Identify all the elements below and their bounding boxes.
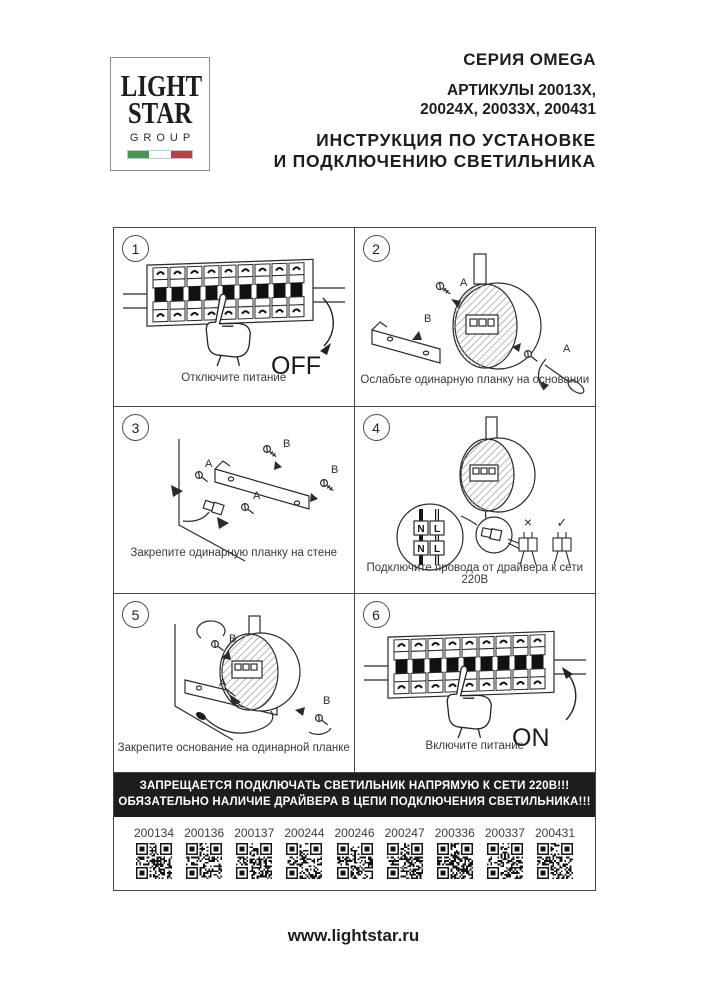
qr-article-number: 200431 (534, 826, 576, 841)
qr-code-image (537, 843, 573, 879)
arrowhead (562, 667, 573, 679)
step-5-caption: Закрепите основание на одинарной планке (117, 742, 350, 754)
italian-flag-icon (127, 150, 193, 159)
terminal-n-bottom: N (417, 544, 425, 555)
wrong-mark: × (523, 514, 532, 530)
qr-item (280, 826, 328, 879)
qr-code-image (186, 843, 222, 879)
screw-label-b-bottom: B (322, 695, 331, 707)
step-4-number-badge: 4 (363, 414, 390, 441)
screw-label-b-right: B (330, 464, 339, 476)
title-line-2: И ПОДКЛЮЧЕНИЮ СВЕТИЛЬНИКА (273, 151, 596, 172)
articles-line-2: 20024X, 20033X, 200431 (420, 100, 596, 118)
step-1-number-badge: 1 (122, 235, 149, 262)
qr-item (230, 826, 278, 879)
qr-item (381, 826, 429, 879)
qr-item (481, 826, 529, 879)
qr-code-image (487, 843, 523, 879)
flag-red-segment (171, 151, 192, 158)
step-4-caption: Подключите провода от драйвера к сети 220В (366, 562, 584, 586)
articles-list (274, 82, 596, 119)
step-cell-3 (114, 407, 355, 594)
flag-green-segment (128, 151, 149, 158)
step-3-caption: Закрепите одинарную планку на стене (130, 547, 338, 559)
step-6-number-badge: 6 (363, 601, 390, 628)
warning-line-1: ЗАПРЕЩАЕТСЯ ПОДКЛЮЧАТЬ СВЕТИЛЬНИК НАПРЯМУЮ К СЕТИ 220В!!! (139, 780, 570, 792)
step-cell-4 (355, 407, 596, 594)
step-6-illustration-breaker-on (360, 618, 590, 758)
off-label: OFF (270, 352, 321, 380)
terminal-l-top: L (433, 524, 440, 535)
qr-code-image (337, 843, 373, 879)
qr-item (531, 826, 579, 879)
step-cell-2 (355, 228, 596, 407)
screw-label-b-top: B (282, 438, 291, 450)
step-4-illustration-connect-wires (360, 415, 590, 579)
anchor-label-a-mid: A (252, 490, 261, 502)
screw-label-a-top: A (459, 277, 468, 289)
step-5-illustration-fix-base (119, 614, 349, 752)
correct-mark: ✓ (556, 515, 568, 530)
qr-article-number: 200246 (334, 826, 375, 841)
step-cell-5 (114, 594, 355, 773)
qr-code-image (136, 843, 172, 879)
title-line-1: ИНСТРУКЦИЯ ПО УСТАНОВКЕ (316, 130, 596, 151)
qr-item (331, 826, 379, 879)
qr-article-number: 200134 (133, 826, 175, 841)
logo-word-light: LIGHT (120, 68, 203, 103)
anchor-label-a-left: A (204, 458, 213, 470)
screw-label-b-top: B (228, 633, 237, 645)
qr-code-row (114, 817, 595, 890)
bracket-label-b: B (423, 313, 432, 325)
step-2-number-badge: 2 (363, 235, 390, 262)
step-5-number-badge: 5 (122, 601, 149, 628)
terminal-l-bottom: L (433, 544, 440, 555)
arrow-label-a: A (218, 677, 227, 689)
screw-label-a-side: A (562, 343, 571, 355)
terminal-n-top: N (417, 524, 425, 535)
qr-code-image (236, 843, 272, 879)
step-3-number-badge: 3 (122, 414, 149, 441)
warning-line-2: ОБЯЗАТЕЛЬНО НАЛИЧИЕ ДРАЙВЕРА В ЦЕПИ ПОДКЛЮЧЕНИЯ СВЕТИЛЬНИКА!!! (118, 795, 591, 808)
qr-article-number: 200336 (434, 826, 475, 841)
logo-word-group: GROUP (129, 131, 196, 144)
articles-line-1: АРТИКУЛЫ 20013X, (447, 82, 596, 99)
page-title (274, 130, 596, 172)
step-cell-6 (355, 594, 596, 773)
qr-code-image (286, 843, 322, 879)
qr-article-number: 200136 (184, 826, 225, 841)
qr-article-number: 200337 (484, 826, 525, 841)
lightstar-logo (110, 57, 210, 171)
step-1-caption: Отключите питание (181, 372, 287, 384)
qr-article-number: 200247 (384, 826, 425, 841)
on-label: ON (511, 724, 550, 752)
qr-article-number: 200244 (284, 826, 325, 841)
logo-word-star: STAR (127, 95, 193, 131)
series-title: СЕРИЯ OMEGA (463, 50, 596, 69)
instruction-grid (113, 227, 596, 891)
rotate-up-arrow (566, 672, 576, 720)
flag-white-segment (149, 151, 170, 158)
website-url: www.lightstar.ru (287, 926, 420, 945)
step-6-caption: Включите питание (425, 740, 524, 752)
qr-article-number: 200137 (234, 826, 275, 841)
step-3-illustration-mount-bracket (119, 433, 349, 563)
rotate-down-arrow (323, 298, 333, 346)
step-1-illustration-breaker-off (119, 246, 349, 386)
qr-item (431, 826, 479, 879)
qr-item (180, 826, 228, 879)
qr-code-image (387, 843, 423, 879)
step-2-caption: Ослабьте одинарную планку на основании (360, 374, 590, 386)
qr-item (130, 826, 178, 879)
warning-banner (114, 773, 595, 817)
qr-code-image (437, 843, 473, 879)
document-header (274, 50, 596, 172)
step-cell-1 (114, 228, 355, 407)
